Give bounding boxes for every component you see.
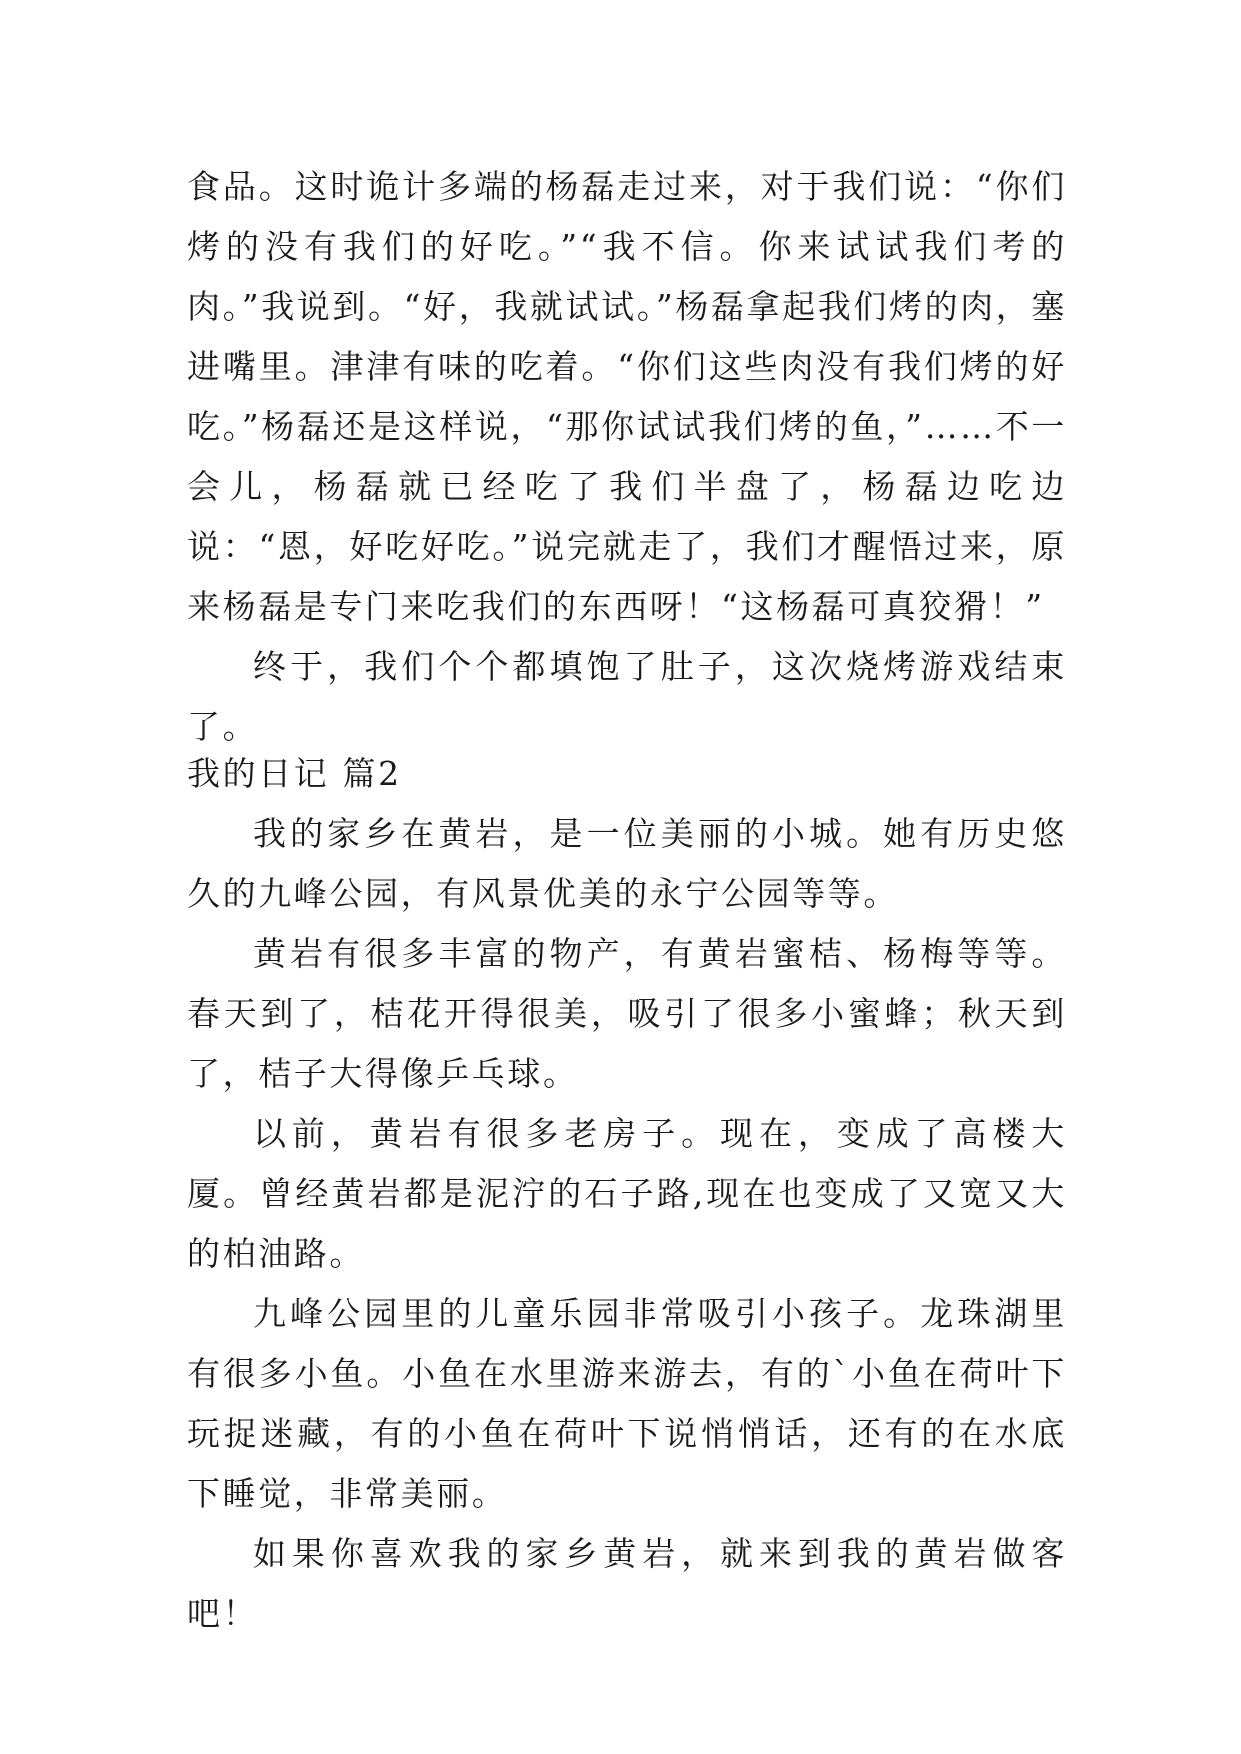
paragraph: 我的家乡在黄岩，是一位美丽的小城。她有历史悠久的九峰公园，有风景优美的永宁公园等等。 [187, 814, 1067, 913]
story-2-text [187, 744, 1067, 1644]
paragraph: 如果你喜欢我的家乡黄岩，就来到我的黄岩做客吧！ [187, 1534, 1067, 1633]
paragraph: 以前，黄岩有很多老房子。现在，变成了高楼大厦。曾经黄岩都是泥泞的石子路,现在也变成了又宽又大的柏油路。 [187, 1114, 1067, 1273]
paragraph-ending: 终于，我们个个都填饱了肚子，这次烧烤游戏结束了。 [187, 647, 1067, 746]
paragraph: 九峰公园里的儿童乐园非常吸引小孩子。龙珠湖里有很多小鱼。小鱼在水里游来游去，有的`小鱼在荷叶下玩捉迷藏，有的小鱼在荷叶下说悄悄话，还有的在水底下睡觉，非常美丽。 [187, 1294, 1067, 1513]
story-1-text [187, 157, 1067, 757]
paragraph-continued: 食品。这时诡计多端的杨磊走过来，对于我们说：“你们烤的没有我们的好吃。”“我不信。你来试试我们考的肉。”我说到。“好，我就试试。”杨磊拿起我们烤的肉，塞进嘴里。津津有味的吃着。“你们这些肉没有我们烤的好吃。”杨磊还是这样说，“那你试试我们烤的鱼，”……不一会儿，杨磊就已经吃了我们半盘了，杨磊边吃边说：“恩，好吃好吃。”说完就走了，我们才醒悟过来，原来杨磊是专门来吃我们的东西呀！“这杨磊可真狡猾！” [187, 167, 1067, 626]
section-heading: 我的日记 篇2 [187, 754, 402, 793]
paragraph: 黄岩有很多丰富的物产，有黄岩蜜桔、杨梅等等。春天到了，桔花开得很美，吸引了很多小蜜蜂；秋天到了，桔子大得像乒乓球。 [187, 934, 1067, 1093]
